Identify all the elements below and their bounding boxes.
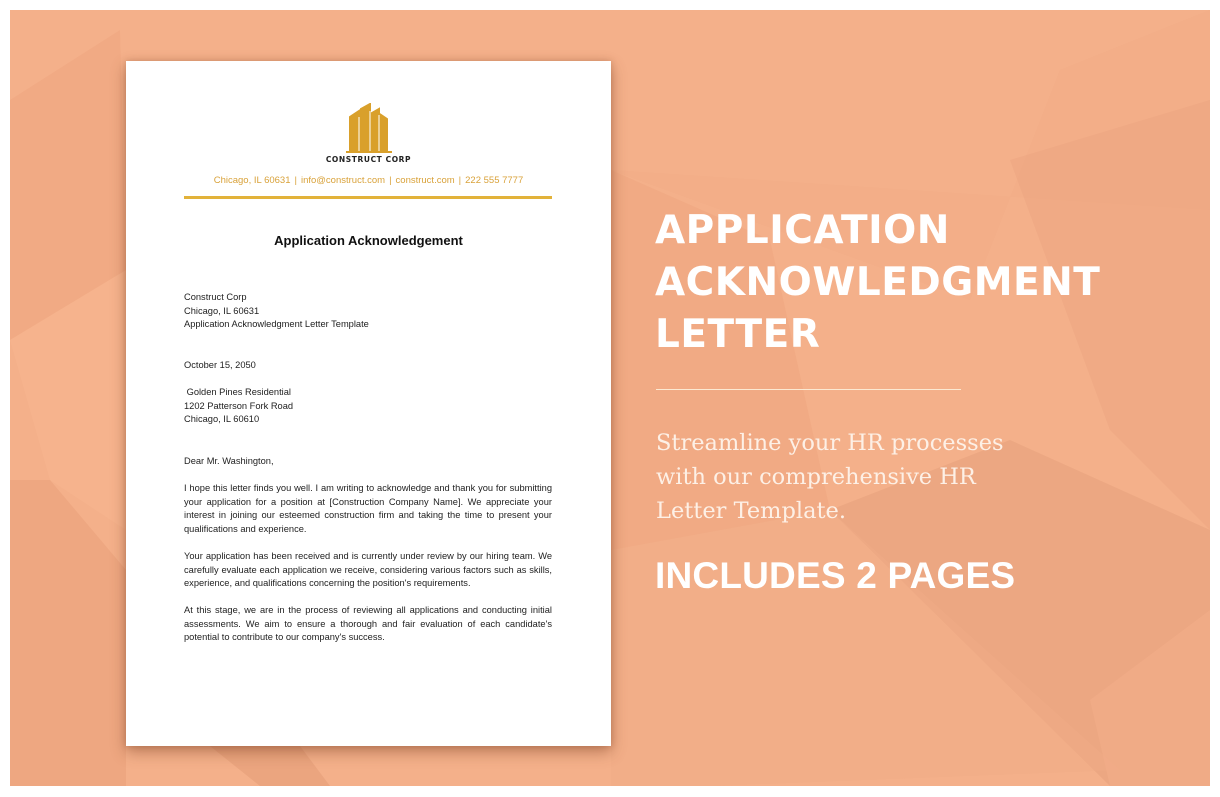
body-paragraph: Your application has been received and is currently under review by our hiring team. We carefully evaluate each application we receive, considering various factors such as skills, experience, and qualifications concerning the position's requirements. bbox=[184, 551, 552, 589]
sender-line: Construct Corp bbox=[184, 292, 247, 302]
body-paragraph: At this stage, we are in the process of reviewing all applications and conducting initial assessments. We aim to ensure a thorough and fair evaluation of each candidate's potential to contribute to our company's success. bbox=[184, 605, 552, 643]
separator: | bbox=[294, 175, 297, 186]
recipient-block bbox=[184, 386, 552, 427]
headline-line: ACKNOWLEDGMENT bbox=[655, 260, 1101, 305]
sender-line: Application Acknowledgment Letter Template bbox=[184, 319, 369, 330]
contact-website: construct.com bbox=[395, 175, 455, 186]
contact-address: Chicago, IL 60631 bbox=[213, 175, 291, 186]
sender-block bbox=[184, 291, 552, 332]
promo-headline bbox=[655, 205, 1175, 361]
company-name: CONSTRUCT CORP bbox=[325, 155, 412, 164]
contact-email: info@construct.com bbox=[300, 175, 386, 186]
buildings-icon bbox=[346, 103, 392, 155]
separator: | bbox=[458, 175, 462, 186]
recipient-line: 1202 Patterson Fork Road bbox=[184, 400, 294, 411]
letter-date: October 15, 2050 bbox=[184, 360, 256, 370]
recipient-line: Chicago, IL 60610 bbox=[184, 414, 260, 425]
body-paragraph: I hope this letter finds you well. I am writing to acknowledge and thank you for submitting your application for a position at [Construction Company Name]. We appreciate your interest in joining our esteemed construction firm and taking the time to present your qualifications and experience. bbox=[184, 483, 552, 534]
recipient-line: Golden Pines Residential bbox=[184, 387, 291, 397]
promo-background bbox=[10, 10, 1210, 786]
contact-phone: 222 555 7777 bbox=[465, 175, 524, 186]
promo-divider bbox=[656, 389, 961, 391]
document-title: Application Acknowledgement bbox=[274, 233, 463, 248]
header-rule bbox=[184, 196, 552, 199]
letter-preview-page bbox=[126, 61, 611, 746]
salutation: Dear Mr. Washington, bbox=[184, 456, 274, 466]
pages-count-note: INCLUDES 2 PAGES bbox=[655, 555, 1016, 596]
sender-line: Chicago, IL 60631 bbox=[184, 305, 260, 316]
contact-line bbox=[126, 175, 611, 186]
headline-line: LETTER bbox=[655, 312, 821, 357]
separator: | bbox=[389, 175, 392, 186]
headline-line: APPLICATION bbox=[655, 208, 950, 253]
promo-panel bbox=[655, 205, 1175, 596]
promo-tagline: Streamline your HR processes with our comprehensive HR Letter Template. bbox=[656, 430, 1004, 524]
